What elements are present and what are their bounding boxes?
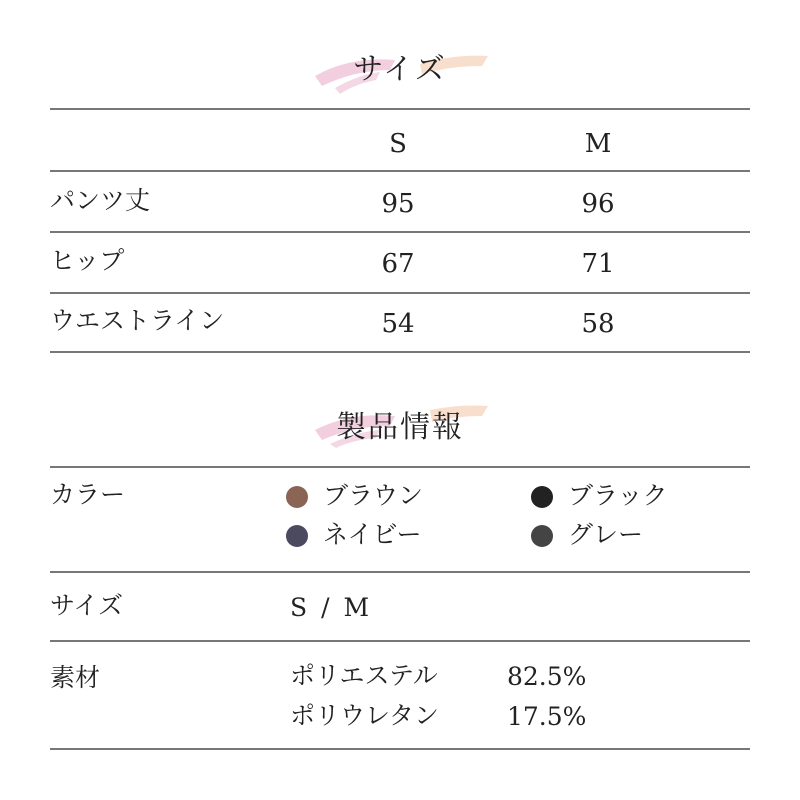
size-header-s: S [389,129,407,159]
color-swatch-gray [531,525,553,547]
color-name: ブラック [568,481,668,510]
size-row-value-s: 67 [381,249,415,279]
size-header-m: M [584,129,612,159]
color-name: グレー [568,520,644,549]
material-percent: 17.5% [507,702,587,731]
size-table-rule [50,292,750,294]
product-size-label: サイズ [50,591,124,620]
size-row-label: ヒップ [50,246,125,275]
product-table-top-rule [50,466,750,468]
product-table-rule [50,640,750,642]
color-label: カラー [50,480,126,509]
size-table-rule [50,170,750,172]
size-row-label: パンツ丈 [50,186,151,215]
color-name: ネイビー [323,520,422,549]
size-row-value-m: 96 [581,189,615,219]
size-row-value-m: 58 [581,309,615,339]
size-row-value-s: 54 [381,309,415,339]
material-label: 素材 [50,663,101,692]
material-name: ポリウレタン [290,701,440,730]
color-name: ブラウン [323,481,424,510]
material-percent: 82.5% [507,662,587,691]
product-table-rule [50,571,750,573]
size-section-title: サイズ [353,52,447,87]
size-row-label: ウエストライン [50,306,225,335]
color-swatch-brown [286,486,308,508]
size-row-value-m: 71 [581,249,615,279]
size-row-value-s: 95 [381,189,415,219]
color-swatch-navy [286,525,308,547]
size-table-rule [50,231,750,233]
size-table-bottom-rule [50,351,750,353]
product-section-title: 製品情報 [336,410,464,445]
size-table-top-rule [50,108,750,110]
product-size-value: S / M [290,593,370,622]
color-swatch-black [531,486,553,508]
material-name: ポリエステル [290,661,438,690]
product-table-bottom-rule [50,748,750,750]
